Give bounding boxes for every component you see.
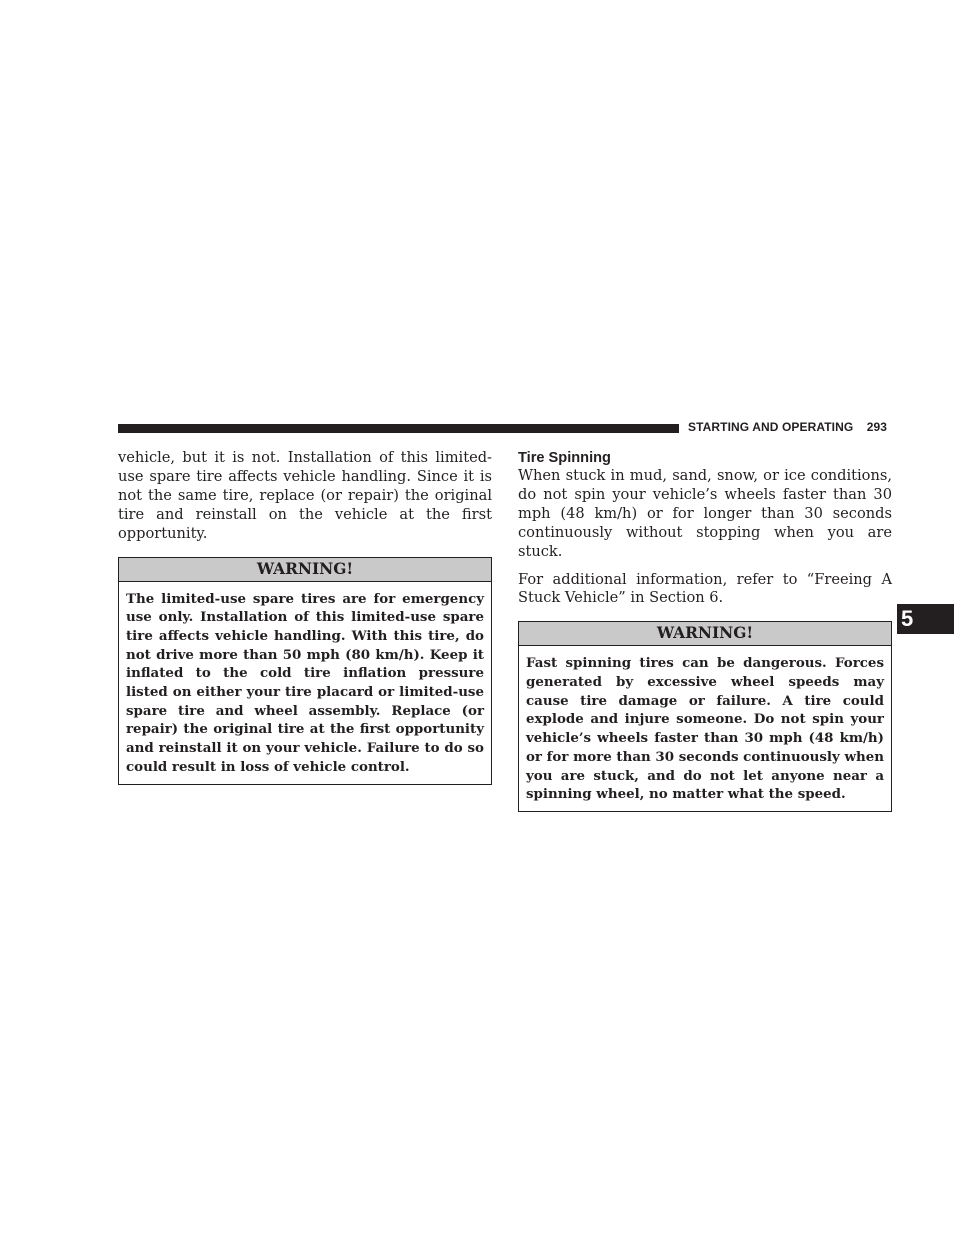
header-rule <box>118 424 679 433</box>
section-title: STARTING AND OPERATING <box>688 420 854 434</box>
body-paragraph: For additional information, refer to “Freeing A Stuck Vehicle” in Section 6. <box>518 570 892 607</box>
warning-title: WARNING! <box>519 622 891 646</box>
body-paragraph: vehicle, but it is not. Installation of this limited-use spare tire affects vehicle handling. Since it is not the same tire, replace (or repair) the original tire and reinstall on the vehicle at the first opportunity. <box>118 449 492 542</box>
warning-text: The limited-use spare tires are for emergency use only. Installation of this limited-use spare tire affects vehicle handling. With this tire, do not drive more than 50 mph (80 km/h). Keep it inflated to the cold tire inflation pressure listed on either your tire placard or limited-use spare tire and wheel assembly. Replace (or repair) the original tire at the first opportunity and reinstall it on your vehicle. Failure to do so could result in loss of vehicle control. <box>126 590 484 775</box>
warning-text: Fast spinning tires can be dangerous. Forces generated by excessive wheel speeds may cause tire damage or failure. A tire could explode and injure someone. Do not spin your vehicle’s wheels faster than 30 mph (48 km/h) or for more than 30 seconds continuously when you are stuck, and do not let anyone near a spinning wheel, no matter what the speed. <box>526 655 884 803</box>
page-number: 293 <box>866 420 888 434</box>
warning-box <box>518 621 892 812</box>
section-tab: 5 <box>897 604 954 634</box>
section-heading: Tire Spinning <box>518 450 611 466</box>
right-column <box>518 449 892 812</box>
left-column <box>118 449 492 785</box>
running-header <box>688 420 892 434</box>
warning-title: WARNING! <box>119 558 491 582</box>
warning-box <box>118 557 492 785</box>
body-paragraph: When stuck in mud, sand, snow, or ice conditions, do not spin your vehicle’s wheels faster than 30 mph (48 km/h) or for longer than 30 seconds continuously without stopping when you are stuck. <box>518 467 892 560</box>
